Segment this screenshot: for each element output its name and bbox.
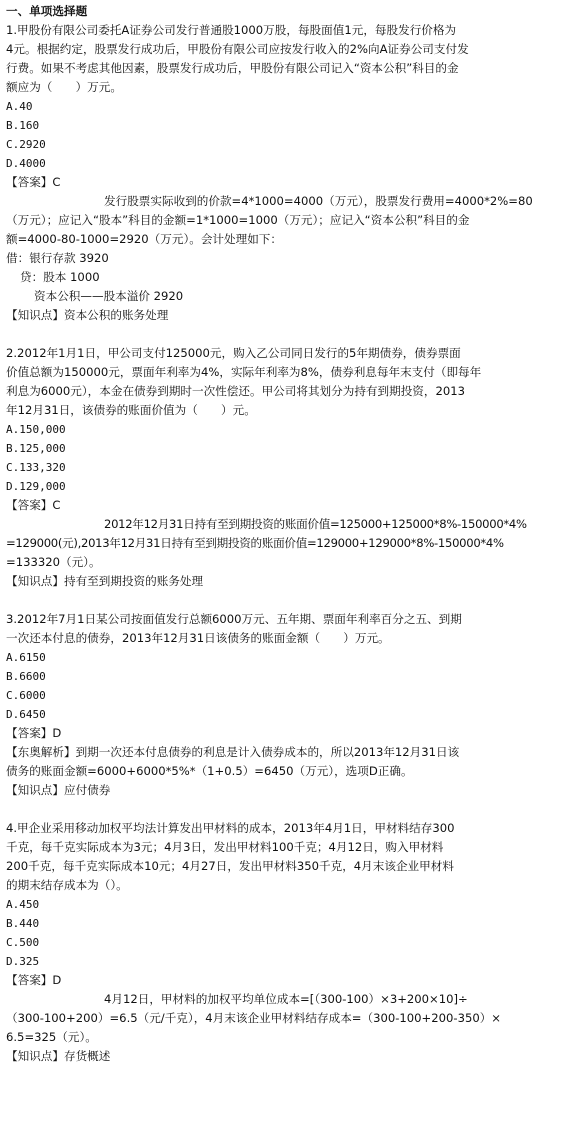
question-stem-line: 3.2012年7月1日某公司按面值发行总额6000万元、五年期、票面年利率百分之五、到期 bbox=[6, 612, 462, 626]
question-stem-line: 一次还本付息的债券，2013年12月31日该债务的账面金额（ ）万元。 bbox=[6, 631, 390, 645]
question-stem-line: 利息为6000元），本金在债券到期时一次性偿还。甲公司将其划分为持有到期投资，2013 bbox=[6, 384, 465, 398]
question-stem-line: 200千克，每千克实际成本10元；4月27日，发出甲材料350千克，4月末该企业甲材料 bbox=[6, 859, 454, 873]
knowledge-point: 【知识点】存货概述 bbox=[6, 1049, 111, 1063]
answer-label: 【答案】D bbox=[6, 726, 62, 740]
option-c: C.500 bbox=[6, 936, 40, 949]
spacer bbox=[6, 325, 574, 344]
question-stem-line: 行费。如果不考虑其他因素，股票发行成功后，甲股份有限公司记入“资本公积”科目的金 bbox=[6, 61, 459, 75]
option-b: B.6600 bbox=[6, 670, 46, 683]
spacer bbox=[6, 591, 574, 610]
knowledge-point: 【知识点】资本公积的账务处理 bbox=[6, 308, 169, 322]
explanation-line: 债务的账面金额=6000+6000*5%*（1+0.5）=6450（万元），选项D正确。 bbox=[6, 764, 413, 778]
option-b: B.440 bbox=[6, 917, 40, 930]
option-d: D.325 bbox=[6, 955, 40, 968]
question-4 bbox=[6, 819, 574, 1066]
question-1 bbox=[6, 21, 574, 325]
knowledge-point: 【知识点】应付债券 bbox=[6, 783, 111, 797]
option-a: A.150,000 bbox=[6, 423, 66, 436]
explanation-line: =133320（元）。 bbox=[6, 555, 101, 569]
explanation-line: 发行股票实际收到的价款=4*1000=4000（万元），股票发行费用=4000*2%=80 bbox=[104, 194, 533, 208]
explanation-line: 2012年12月31日持有至到期投资的账面价值=125000+125000*8%-150000*4% bbox=[104, 517, 527, 531]
journal-credit: 贷：股本 1000 bbox=[20, 270, 100, 284]
option-a: A.40 bbox=[6, 100, 33, 113]
explanation-line: （300-100+200）=6.5（元/千克），4月末该企业甲材料结存成本=（300-100+200-350）× bbox=[6, 1011, 502, 1025]
question-stem-line: 4元。根据约定，股票发行成功后，甲股份有限公司应按发行收入的2%向A证券公司支付发 bbox=[6, 42, 469, 56]
spacer bbox=[6, 800, 574, 819]
question-stem-line: 年12月31日，该债券的账面价值为（ ）元。 bbox=[6, 403, 256, 417]
journal-credit-detail: 资本公积——股本溢价 2920 bbox=[34, 289, 184, 303]
document bbox=[6, 2, 574, 1066]
option-c: C.133,320 bbox=[6, 461, 66, 474]
option-b: B.160 bbox=[6, 119, 40, 132]
question-stem-line: 的期末结存成本为（）。 bbox=[6, 878, 128, 892]
knowledge-point: 【知识点】持有至到期投资的账务处理 bbox=[6, 574, 204, 588]
option-c: C.2920 bbox=[6, 138, 46, 151]
explanation-line: 4月12日，甲材料的加权平均单位成本=[（300-100）×3+200×10]÷ bbox=[104, 992, 468, 1006]
question-stem-line: 2.2012年1月1日，甲公司支付125000元，购入乙公司同日发行的5年期债券，债券票面 bbox=[6, 346, 461, 360]
explanation-line: =129000(元),2013年12月31日持有至到期投资的账面价值=129000+129000*8%-150000*4% bbox=[6, 536, 504, 550]
section-title: 一、单项选择题 bbox=[6, 4, 88, 18]
option-b: B.125,000 bbox=[6, 442, 66, 455]
question-stem-line: 额应为（ ）万元。 bbox=[6, 80, 122, 94]
explanation-line: 【东奥解析】到期一次还本付息债券的利息是计入债券成本的，所以2013年12月31日该 bbox=[6, 745, 460, 759]
option-d: D.4000 bbox=[6, 157, 46, 170]
explanation-line: （万元）；应记入“股本”科目的金额=1*1000=1000（万元）；应记入“资本公积”科目的金 bbox=[6, 213, 470, 227]
option-c: C.6000 bbox=[6, 689, 46, 702]
question-3 bbox=[6, 610, 574, 800]
option-d: D.6450 bbox=[6, 708, 46, 721]
option-d: D.129,000 bbox=[6, 480, 66, 493]
question-stem-line: 4.甲企业采用移动加权平均法计算发出甲材料的成本，2013年4月1日，甲材料结存300 bbox=[6, 821, 455, 835]
question-stem-line: 千克，每千克实际成本为3元；4月3日，发出甲材料100千克；4月12日，购入甲材料 bbox=[6, 840, 444, 854]
answer-label: 【答案】D bbox=[6, 973, 62, 987]
option-a: A.6150 bbox=[6, 651, 46, 664]
option-a: A.450 bbox=[6, 898, 40, 911]
question-2 bbox=[6, 344, 574, 591]
explanation-line: 6.5=325（元）。 bbox=[6, 1030, 97, 1044]
journal-debit: 借：银行存款 3920 bbox=[6, 251, 109, 265]
answer-label: 【答案】C bbox=[6, 498, 61, 512]
explanation-line: 额=4000-80-1000=2920（万元）。会计处理如下： bbox=[6, 232, 282, 246]
question-stem-line: 价值总额为150000元，票面年利率为4%，实际年利率为8%，债券利息每年末支付（即每年 bbox=[6, 365, 482, 379]
answer-label: 【答案】C bbox=[6, 175, 61, 189]
question-stem-line: 1.甲股份有限公司委托A证券公司发行普通股1000万股，每股面值1元，每股发行价格为 bbox=[6, 23, 457, 37]
